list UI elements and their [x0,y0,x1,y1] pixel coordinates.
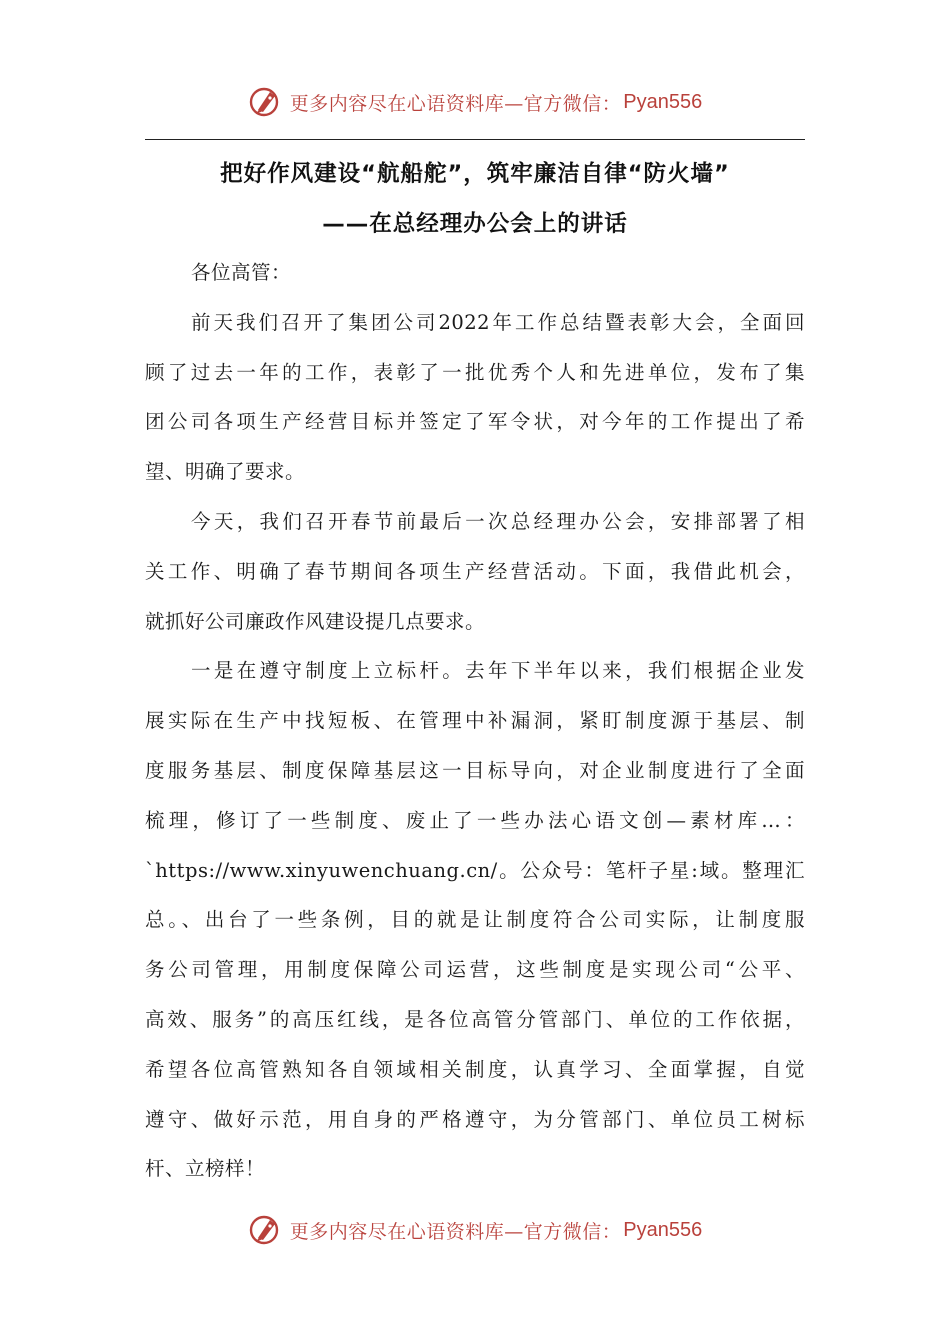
document-title: 把好作风建设“航船舵”，筑牢廉洁自律“防火墙” [220,161,730,187]
body-line: 希望各位高管熟知各自领域相关制度，认真学习、全面掌握，自觉 [145,1057,805,1081]
body-line: 一是在遵守制度上立标杆。去年下半年以来，我们根据企业发 [191,659,805,683]
document-subtitle: ——在总经理办公会上的讲话 [322,211,628,237]
body-line: 总。、出台了一些条例，目的就是让制度符合公司实际，让制度服 [145,908,805,932]
body-line: 团公司各项生产经营目标并签定了军令状，对今年的工作提出了希 [145,410,805,434]
footer-banner [0,1210,950,1250]
header-banner [0,82,950,122]
body-line: 务公司管理，用制度保障公司运营，这些制度是实现公司“公平、 [145,958,805,982]
body-line: 梳理，修订了一些制度、废止了一些办法心语文创—素材库…： [145,808,805,832]
body-line-url: `https://www.xinyuwenchuang.cn/。公众号：笔杆子星:域。整理汇 [145,858,805,882]
banner-text: 更多内容尽在心语资料库—官方微信： [289,92,622,115]
salutation: 各位高管： [191,261,292,284]
body-line: 展实际在生产中找短板、在管理中补漏洞，紧盯制度源于基层、制 [145,709,805,733]
body-line: 遵守、做好示范，用自身的严格遵守，为分管部门、单位员工树标 [145,1107,805,1131]
pen-nib-logo-icon [248,1212,284,1248]
body-line: 顾了过去一年的工作，表彰了一批优秀个人和先进单位，发布了集 [145,360,805,384]
banner-text: 更多内容尽在心语资料库—官方微信： [289,1220,622,1243]
body-line: 关工作、明确了春节期间各项生产经营活动。下面，我借此机会， [145,559,805,583]
body-line: 今天，我们召开春节前最后一次总经理办公会，安排部署了相 [191,509,805,533]
body-line: 度服务基层、制度保障基层这一目标导向，对企业制度进行了全面 [145,758,805,782]
pen-nib-logo-icon [248,84,284,120]
wechat-handle: Pyan556 [623,1218,703,1241]
wechat-handle: Pyan556 [623,90,703,113]
document-body [145,248,805,1194]
body-line: 就抓好公司廉政作风建设提几点要求。 [145,609,486,633]
body-line: 望、明确了要求。 [145,460,306,484]
body-line: 杆、立榜样！ [145,1157,266,1181]
body-line: 高效、服务”的高压红线，是各位高管分管部门、单位的工作依据， [145,1007,805,1031]
header-divider [145,139,805,140]
body-line: 前天我们召开了集团公司2022年工作总结暨表彰大会，全面回 [191,310,805,334]
